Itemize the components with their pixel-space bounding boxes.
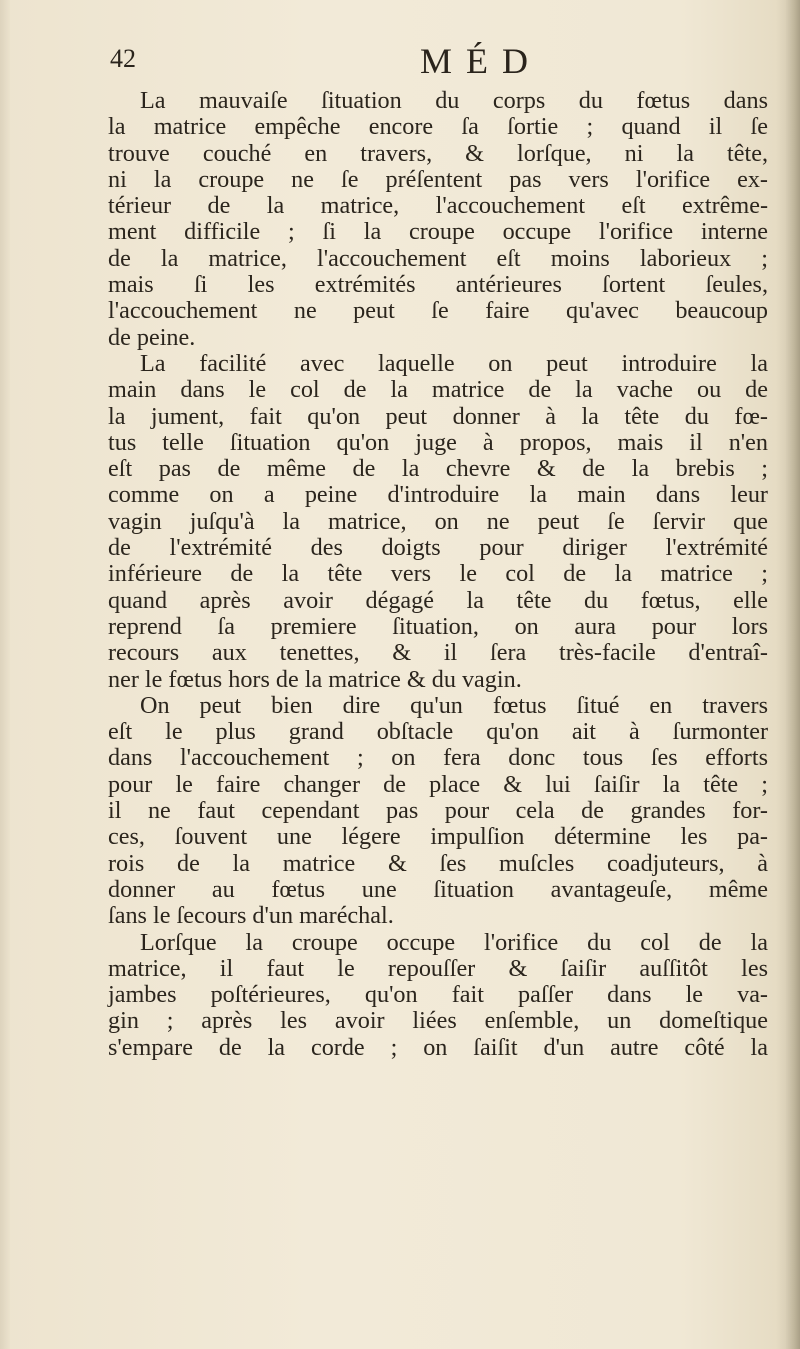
text-line: vagin juſqu'à la matrice, on ne peut ſe ſervir que [108,507,768,535]
text-line: il ne faut cependant pas pour cela de grandes for- [108,797,768,825]
page-left-edge [0,0,10,1349]
text-line: La mauvaiſe ſituation du corps du fœtus dans [140,87,768,114]
text-line: Lorſque la croupe occupe l'orifice du col de la [140,928,768,956]
text-line: main dans le col de la matrice de la vache ou de [108,376,768,404]
body-text [108,88,768,1061]
text-line: de la matrice, l'accouchement eſt moins laborieux ; [108,244,768,272]
page-right-edge [786,0,800,1349]
text-line: de peine. [108,323,196,351]
text-line: pour le faire changer de place & lui ſaiſir la tête ; [108,770,768,798]
text-line: jambes poſtérieures, qu'on fait paſſer dans le va- [108,981,768,1009]
text-line: donner au fœtus une ſituation avantageuſe, même [108,875,768,903]
text-line: térieur de la matrice, l'accouchement eſt extrême- [108,192,768,220]
text-line: ni la croupe ne ſe préſentent pas vers l'orifice ex- [108,165,768,193]
text-line: recours aux tenettes, & il ſera très-facile d'entraî- [108,639,768,667]
text-line: ſans le ſecours d'un maréchal. [108,902,394,930]
text-line: rois de la matrice & ſes muſcles coadjuteurs, à [108,849,768,877]
page-header [110,41,790,86]
text-line: reprend ſa premiere ſituation, on aura pour lors [108,612,768,640]
paragraph [108,88,768,351]
text-line: comme on a peine d'introduire la main dans leur [108,481,768,509]
text-line: la jument, fait qu'on peut donner à la tête du fœ- [108,402,768,430]
paragraph [108,351,768,693]
text-line: On peut bien dire qu'un fœtus ſitué en travers [140,691,768,719]
text-line: dans l'accouchement ; on fera donc tous ſes efforts [108,744,768,772]
text-line: inférieure de la tête vers le col de la matrice ; [108,560,768,588]
text-line: La facilité avec laquelle on peut introduire la [140,349,768,377]
page-number: 42 [110,44,136,73]
text-line: ment difficile ; ſi la croupe occupe l'orifice interne [108,218,768,246]
text-line: ces, ſouvent une légere impulſion détermine les pa- [108,823,768,851]
paragraph [108,930,768,1061]
text-line: eſt pas de même de la chevre & de la brebis ; [108,455,768,483]
text-line: ner le fœtus hors de la matrice & du vagin. [108,665,522,693]
text-line: tus telle ſituation qu'on juge à propos, mais il n'en [108,428,768,456]
text-line: gin ; après les avoir liées enſemble, un domeſtique [108,1007,768,1035]
text-line: s'empare de la corde ; on ſaiſit d'un autre côté la [108,1033,768,1061]
text-line: trouve couché en travers, & lorſque, ni la tête, [108,139,768,167]
text-line: la matrice empêche encore ſa ſortie ; quand il ſe [108,113,768,141]
text-line: mais ſi les extrémités antérieures ſortent ſeules, [108,271,768,299]
text-line: quand après avoir dégagé la tête du fœtus, elle [108,586,768,614]
paragraph [108,693,768,930]
text-line: matrice, il faut le repouſſer & ſaiſir auſſitôt les [108,954,768,982]
text-line: eſt le plus grand obſtacle qu'on ait à ſurmonter [108,718,768,746]
text-line: de l'extrémité des doigts pour diriger l'extrémité [108,534,768,562]
running-head: MÉD [420,41,542,81]
text-line: l'accouchement ne peut ſe faire qu'avec beaucoup [108,297,768,325]
